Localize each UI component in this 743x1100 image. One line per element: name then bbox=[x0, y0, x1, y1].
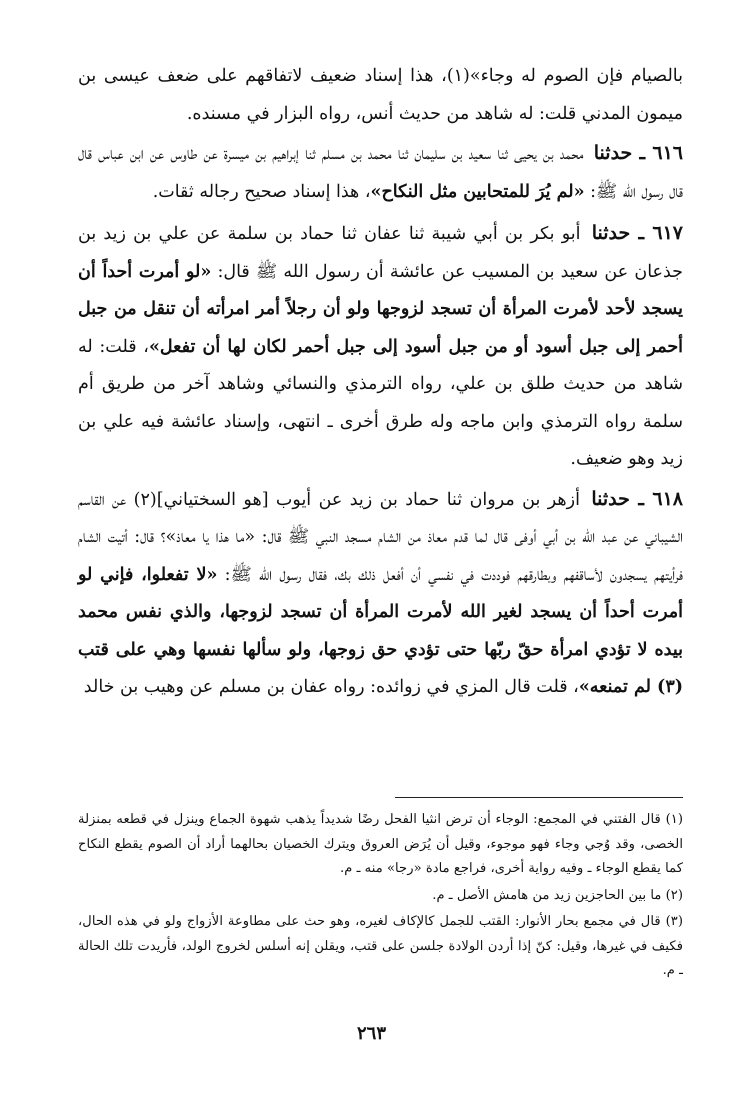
hadith-matn: «لا تفعلوا، فإني لو أمرت أحداً أن يسجد لغير الله لأمرت المرأة أن تسجد لزوجها، والذي نفس محمد بيده لا تؤدي امرأة حقّ ربّها حتى تؤدي حق زوجها، ولو سألها نفسها وهي على قتب (٣) لم تمنعه» bbox=[78, 564, 683, 697]
hadith-number: ٦١٧ ـ حدثنا bbox=[591, 222, 683, 244]
main-text bbox=[78, 58, 683, 707]
page-number: ٢٦٣ bbox=[356, 1023, 386, 1044]
hadith-617 bbox=[78, 215, 683, 479]
hadith-commentary: ، قلت: له شاهد من حديث طلق بن علي، رواه الترمذي والنسائي وشاهد آخر من طريق أم سلمة رواه الترمذي وابن ماجه وله طرق أخرى ـ انتهى، وإسناد عائشة فيه علي بن زيد وهو ضعيف. bbox=[78, 336, 683, 469]
paragraph-text: بالصيام فإن الصوم له وجاء»(١)، هذا إسناد ضعيف لاتفاقهم على ضعف عيسى بن ميمون المدني قلت: له شاهد من حديث أنس، رواه البزار في مسنده. bbox=[78, 66, 683, 124]
hadith-matn: «لو أمرت أحداً أن يسجد لأحد لأمرت المرأة أن تسجد لزوجها ولو أن رجلاً أمر امرأته أن تنقل من جبل أحمر إلى جبل أسود أو من جبل أسود إلى جبل أحمر لكان لها أن تفعل» bbox=[78, 261, 683, 357]
footnote-1: (١) قال الفتني في المجمع: الوجاء أن ترض انثيا الفحل رضًا شديداً يذهب شهوة الجماع وينزل في قطعه بمنزلة الخصى، وقد وُجي وجاء فهو موجوء، وقيل أن يُرَض العروق ويترك الخصيان بحالهما أراد أن الصوم يقطع النكاح كما يقطع الوجاء ـ وفيه رواية أخرى، فراجع مادة «رجا» منه ـ م. bbox=[78, 812, 683, 876]
hadith-number: ٦١٨ ـ حدثنا bbox=[591, 487, 683, 510]
hadith-616 bbox=[78, 135, 683, 211]
hadith-618 bbox=[78, 481, 683, 707]
hadith-matn: «لم يُرَ للمتحابين مثل النكاح» bbox=[370, 181, 585, 202]
footnote-separator bbox=[395, 797, 683, 798]
hadith-chain: أبو بكر بن أبي شيبة ثنا عفان ثنا حماد بن سلمة عن علي بن زيد بن جذعان عن سعيد بن المسيب عن عائشة أن رسول الله ﷺ قال: bbox=[78, 224, 683, 282]
footnotes bbox=[78, 808, 683, 984]
hadith-commentary: ، قلت قال المزي في زوائده: رواه عفان بن مسلم عن وهيب بن خالد bbox=[83, 677, 579, 697]
hadith-chain: أزهر بن مروان ثنا حماد بن زيد عن أيوب [هو السختياني](٢) عن القاسم الشيباني عن عبد الله بن أبي أوفى قال لما قدم معاذ من الشام مسجد النبي ﷺ قال: «ما هذا يا معاذ»؟ قال: أتيت الشام فرأيتهم يسجدون لأساقفهم وبطارقهم فوددت في نفسي أن أفعل ذلك بك، فقال رسول الله ﷺ: bbox=[78, 489, 684, 585]
footnote-3: (٣) قال في مجمع بحار الأنوار: القتب للجمل كالإكاف لغيره، وهو حث على مطاوعة الأزواج ولو في هذه الحال، فكيف في غيرها، وقيل: كنّ إذا أردن الولادة جلسن على قتب، ويقلن إنه أسلس لخروج الولد، فأريدت تلك الحالة ـ م. bbox=[78, 914, 683, 978]
paragraph-continuation bbox=[78, 58, 683, 133]
hadith-chain: محمد بن يحيى ثنا سعيد بن سليمان ثنا محمد بن مسلم ثنا إبراهيم بن ميسرة عن طاوس عن ابن عباس قال قال رسول الله ﷺ: bbox=[78, 144, 683, 202]
hadith-number: ٦١٦ ـ حدثنا bbox=[593, 142, 683, 164]
hadith-commentary: ، هذا إسناد صحيح رجاله ثقات. bbox=[152, 181, 371, 202]
footnote-2: (٢) ما بين الحاجزين زيد من هامش الأصل ـ م. bbox=[432, 887, 683, 903]
